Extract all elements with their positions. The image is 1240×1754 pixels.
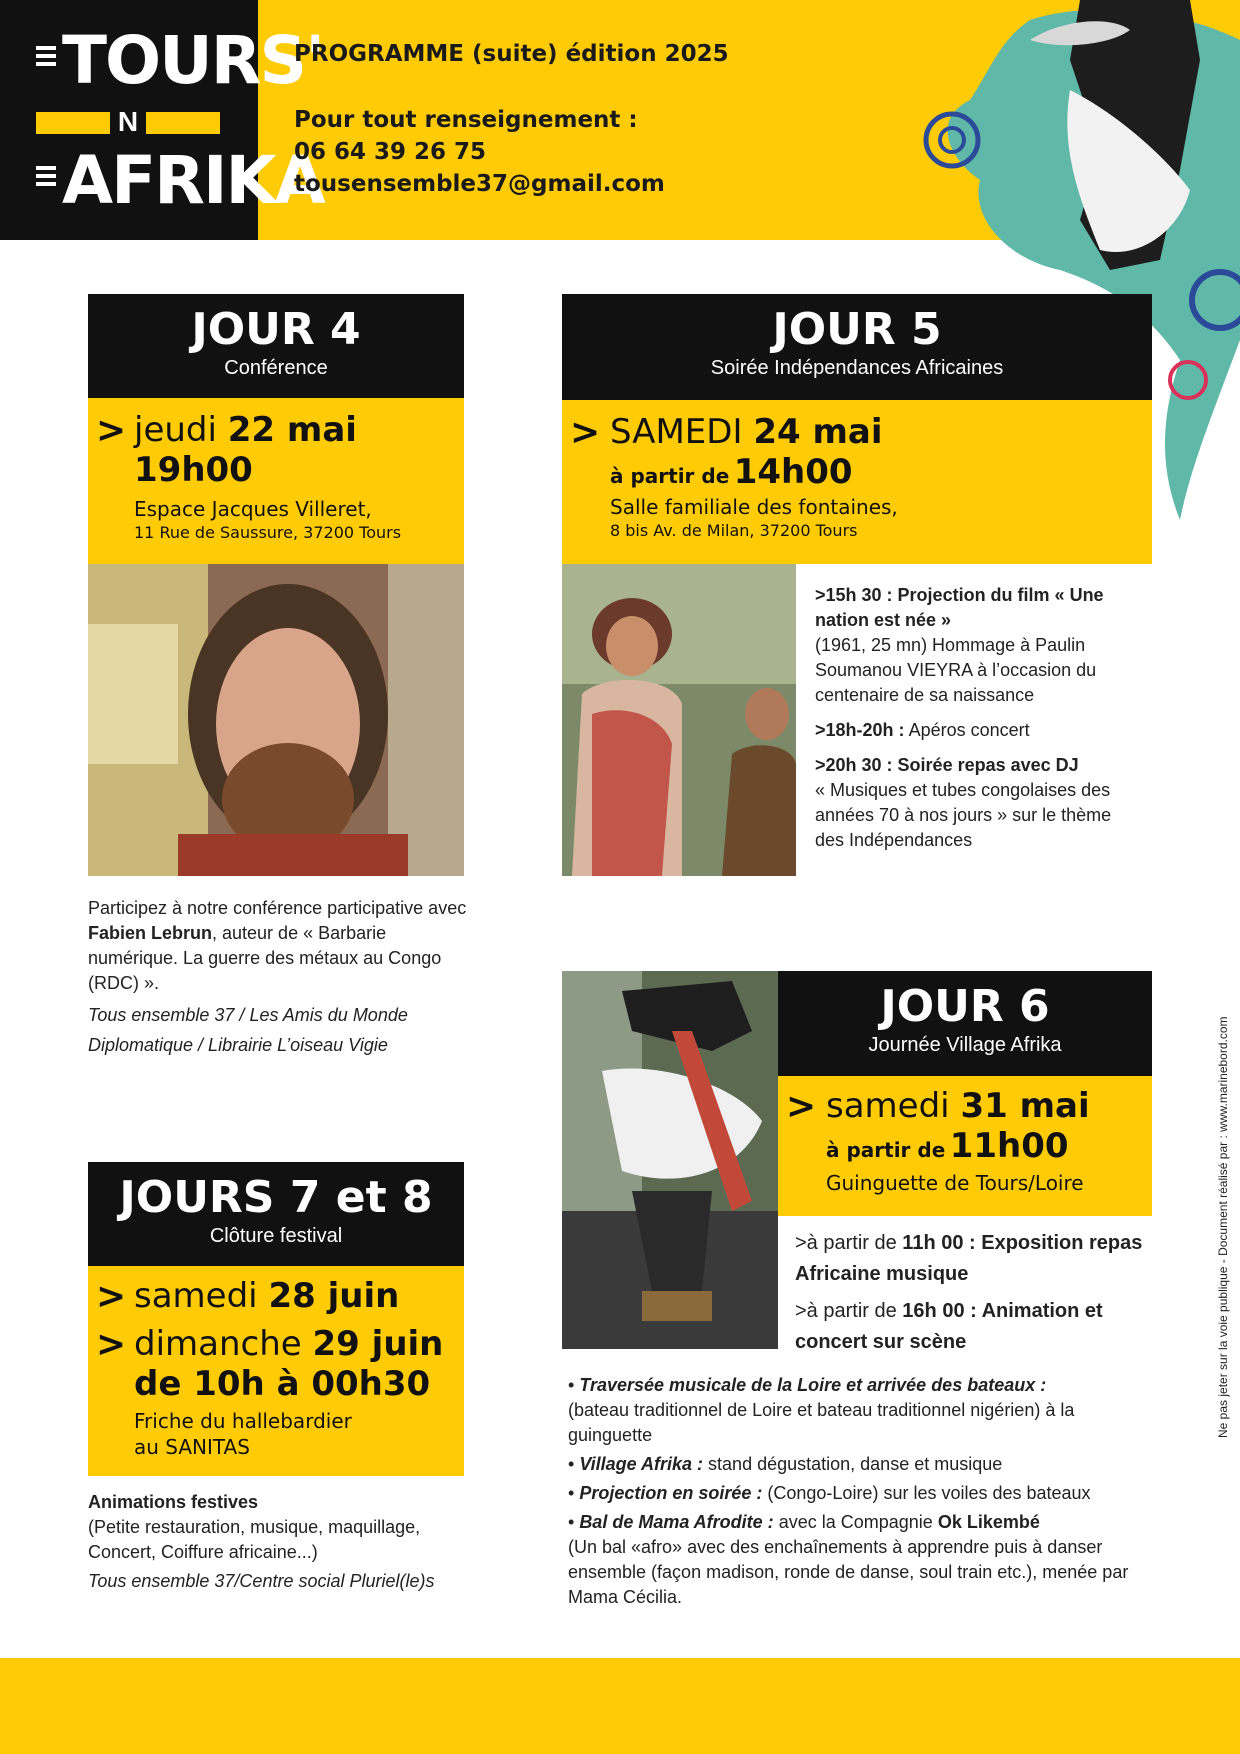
jour4-date: 22 mai (227, 410, 357, 450)
jour78-title: JOURS 7 et 8 (119, 1172, 433, 1223)
jour78-partners: Tous ensemble 37/Centre social Pluriel(le)s (88, 1571, 435, 1591)
jour78-hours: de 10h à 00h30 (134, 1364, 431, 1404)
jour5-date: 24 mai (753, 412, 883, 452)
schedule-item: >à partir de 16h 00 : Animation et concert sur scène (795, 1300, 1103, 1353)
schedule-item: >15h 30 : Projection du film « Une nation est née » (1961, 25 mn) Hommage à Paulin Soumanou VIEYRA à l’occasion du centenaire de sa naissance (815, 585, 1104, 705)
jour6-date-day: samedi (826, 1086, 950, 1126)
jour78-info (88, 1266, 464, 1476)
jour6-place: Guinguette de Tours/Loire (826, 1171, 1084, 1195)
contact-phone: 06 64 39 26 75 (294, 139, 487, 165)
jour4-desc-start: Participez à notre conférence participative avec (88, 898, 467, 918)
jour78-anim-heading: Animations festives (88, 1492, 259, 1512)
arrow-icon: > (570, 412, 601, 453)
jour6-title: JOUR 6 (880, 981, 1050, 1032)
jour6-from: à partir de (826, 1138, 946, 1162)
jour6-info (778, 1076, 1152, 1216)
jour4-subtitle: Conférence (224, 357, 328, 379)
arrow-icon: > (786, 1086, 817, 1127)
jour6-header (778, 971, 1152, 1076)
dancer-photo (562, 971, 778, 1349)
logo-middle-bars (36, 106, 220, 140)
jour6-subtitle: Journée Village Afrika (868, 1034, 1062, 1056)
jour6-schedule (795, 1228, 1150, 1358)
schedule-item: >20h 30 : Soirée repas avec DJ « Musiques et tubes congolaises des années 70 à nos jours » sur le thème des Indépendances (815, 755, 1112, 850)
logo-line-tours: TOURS' (62, 22, 324, 99)
jour4-desc-end: , auteur de « Barbarie numérique. La guerre des métaux au Congo (RDC) ». (88, 923, 442, 993)
jour4-date-day: jeudi (134, 410, 217, 450)
jour78-day1: samedi (134, 1276, 258, 1316)
activity-item: • Traversée musicale de la Loire et arrivée des bateaux : (bateau traditionnel de Loire et bateau traditionnel nigérien) à la guinguette (568, 1375, 1075, 1445)
jour5-header (562, 294, 1152, 400)
jour78-header (88, 1162, 464, 1266)
jour4-address: 11 Rue de Saussure, 37200 Tours (134, 523, 402, 542)
jour6-time: 11h00 (949, 1126, 1069, 1166)
header-text (294, 40, 729, 200)
jour4-place: Espace Jacques Villeret, (134, 497, 372, 521)
jour5-address: 8 bis Av. de Milan, 37200 Tours (610, 521, 858, 540)
logo-line-n: N (117, 106, 139, 137)
jour5-info (562, 400, 1152, 564)
contact-email: tousensemble37@gmail.com (294, 171, 665, 197)
jour5-from: à partir de (610, 464, 730, 488)
arrow-icon: > (96, 410, 127, 451)
contact-label: Pour tout renseignement : (294, 107, 638, 133)
jour5-title: JOUR 5 (772, 304, 942, 355)
arrow-icon: > (96, 1276, 127, 1317)
logo-stripes-icon (36, 166, 56, 196)
jour5-place: Salle familiale des fontaines, (610, 495, 898, 519)
contact-info (294, 104, 729, 200)
logo-line-afrika: AFRIKA (62, 142, 324, 219)
jour6-activities (568, 1373, 1152, 1614)
jour6-date: 31 mai (960, 1086, 1090, 1126)
schedule-item: >à partir de 11h 00 : Exposition repas Africaine musique (795, 1232, 1143, 1285)
jour4-info (88, 398, 464, 564)
activity-item: • Village Afrika : stand dégustation, danse et musique (568, 1454, 1003, 1474)
jour4-description (88, 896, 468, 1060)
jour78-place2: au SANITAS (134, 1435, 250, 1459)
jour78-subtitle: Clôture festival (209, 1225, 343, 1247)
jour78-description (88, 1490, 488, 1594)
jour78-date2: 29 juin (312, 1324, 444, 1364)
side-credit (1206, 968, 1230, 1438)
arrow-icon: > (96, 1324, 127, 1365)
page-title: PROGRAMME (suite) édition 2025 (294, 41, 729, 67)
jour4-title: JOUR 4 (191, 304, 361, 355)
jour5-date-day: SAMEDI (610, 412, 743, 452)
activity-item: • Projection en soirée : (Congo-Loire) sur les voiles des bateaux (568, 1483, 1091, 1503)
logo-stripes-icon (36, 46, 56, 76)
tours-n-afrika-logo (0, 0, 324, 240)
jour78-place1: Friche du hallebardier (134, 1409, 352, 1433)
jour78-day2: dimanche (134, 1324, 302, 1364)
footer-band (0, 1658, 1240, 1754)
jour4-header (88, 294, 464, 398)
speaker-photo (88, 564, 464, 876)
jour4-time: 19h00 (134, 450, 253, 490)
jour78-date1: 28 juin (268, 1276, 400, 1316)
jour4-speaker: Fabien Lebrun (88, 923, 213, 943)
jour78-anim-body: (Petite restauration, musique, maquillage, Concert, Coiffure africaine...) (88, 1517, 421, 1562)
jour5-schedule (815, 583, 1145, 863)
jour5-time: 14h00 (733, 452, 853, 492)
jour5-subtitle: Soirée Indépendances Africaines (710, 357, 1004, 379)
credit-text: Ne pas jeter sur la voie publique - Document réalisé par : www.marinebord.com (1216, 1016, 1230, 1438)
singer-photo (562, 564, 796, 876)
schedule-item: >18h-20h : Apéros concert (815, 720, 1030, 740)
jour4-partners: Tous ensemble 37 / Les Amis du Monde Diplomatique / Librairie L’oiseau Vigie (88, 1005, 408, 1055)
activity-item: • Bal de Mama Afrodite : avec la Compagnie Ok Likembé (Un bal «afro» avec des enchaînements à apprendre puis à danser ensemble (façon madison, ronde de danse, soul train etc.), menée par Mama Cécilia. (568, 1512, 1129, 1607)
